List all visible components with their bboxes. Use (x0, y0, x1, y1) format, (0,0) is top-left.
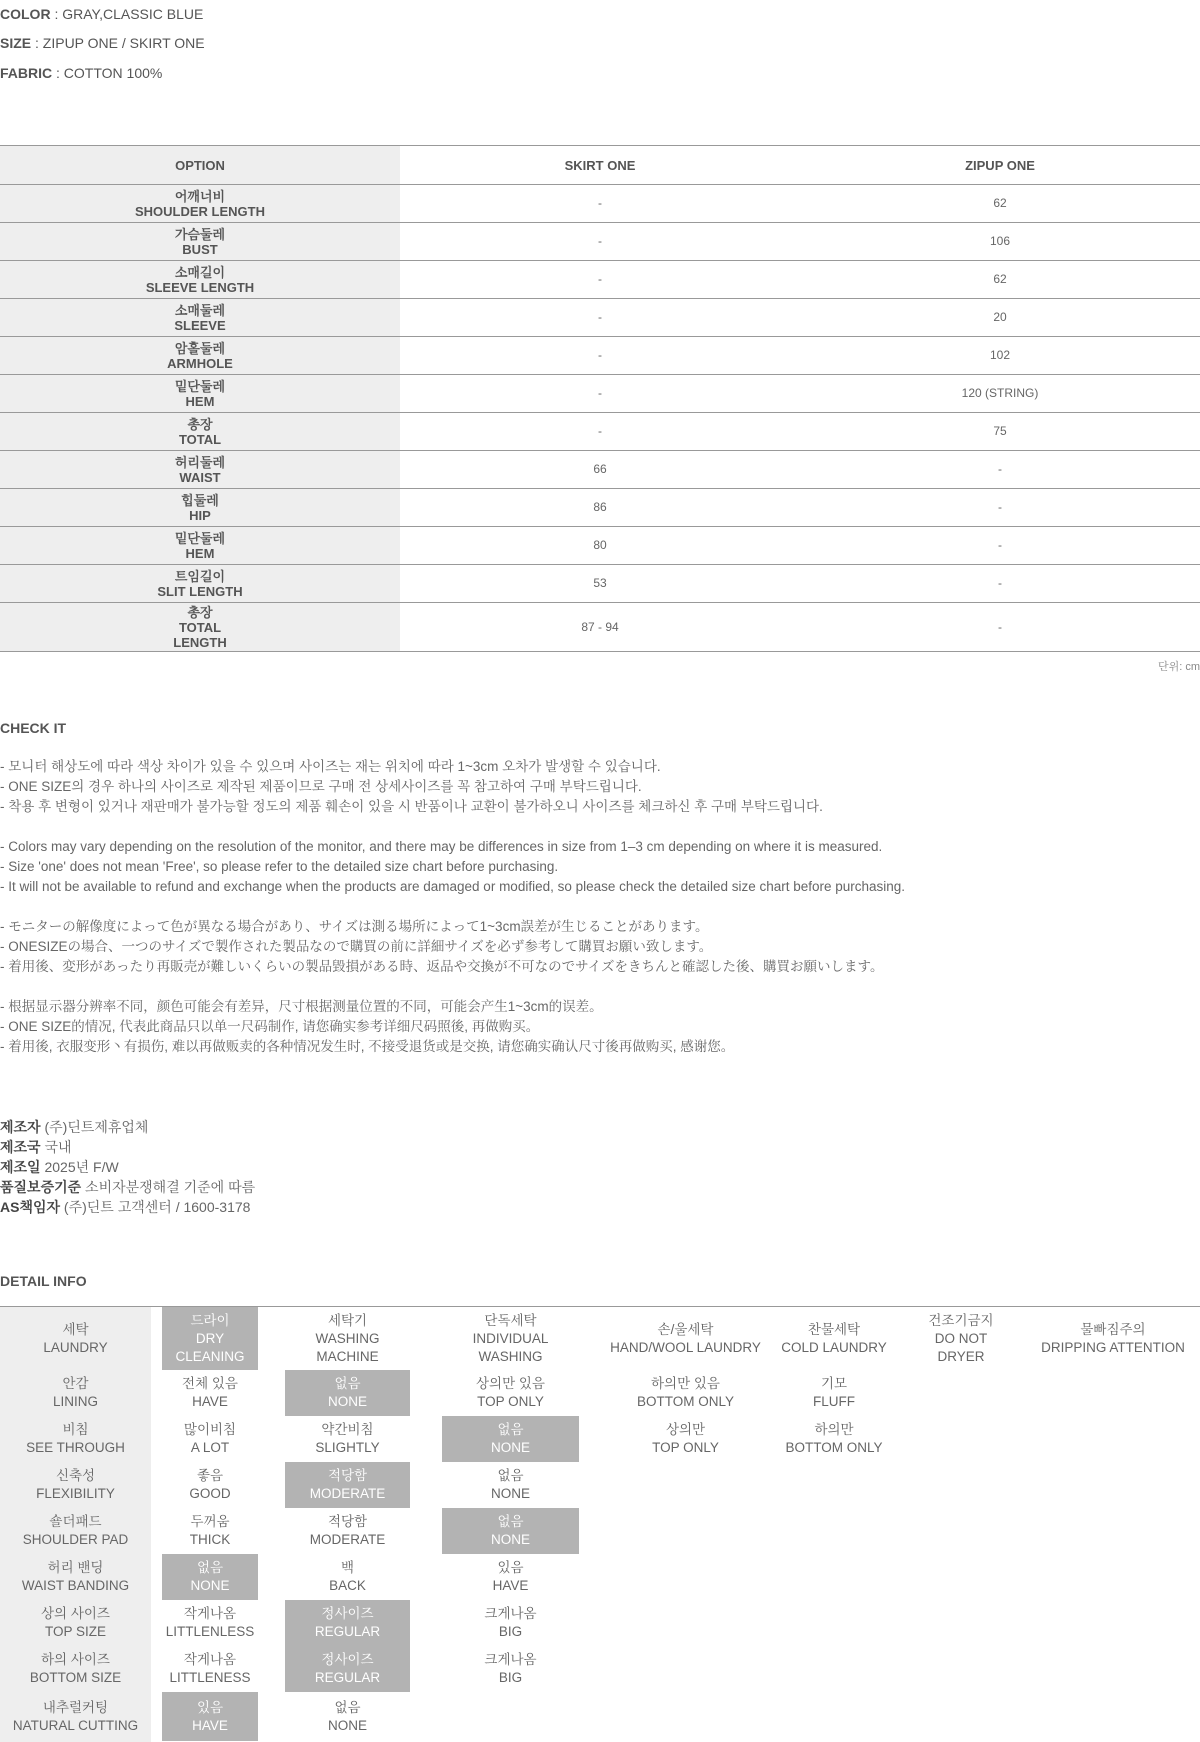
skirt-value: - (400, 337, 800, 375)
detail-text-en: THICK (189, 1532, 231, 1547)
skirt-value: 80 (400, 527, 800, 565)
size-table-row (0, 185, 1200, 223)
detail-row-label (0, 1692, 151, 1741)
option-label-en: SLIT LENGTH (157, 583, 243, 599)
detail-text-ko: 손/울세탁 (657, 1321, 714, 1337)
detail-option (442, 1462, 579, 1508)
size-table-row (0, 413, 1200, 451)
detail-text-en: NONE (490, 1532, 530, 1547)
detail-text-en: HAND/WOOL LAUNDRY (610, 1339, 761, 1355)
manufacturer-value: (주)딘트 고객센터 / 1600-3178 (60, 1199, 251, 1215)
detail-text-ko: 비침 (62, 1422, 89, 1437)
detail-row-label (0, 1370, 151, 1416)
detail-text-en: INDIVIDUAL WASHING (472, 1330, 549, 1364)
check-it-title: CHECK IT (0, 720, 67, 736)
detail-text-en: NONE (490, 1486, 530, 1501)
detail-option (442, 1646, 579, 1692)
detail-text-ko: 정사이즈 (321, 1606, 374, 1621)
detail-text-ko: 상의 사이즈 (41, 1606, 110, 1621)
detail-text-en: MODERATE (309, 1532, 386, 1547)
detail-text-ko: 기모 (820, 1376, 848, 1391)
detail-row-label (0, 1646, 151, 1692)
detail-text-ko: 세탁기 (327, 1312, 368, 1328)
size-table-row (0, 489, 1200, 527)
detail-text-ko: 크게나옴 (484, 1652, 537, 1667)
notice-line: - ONE SIZE의 경우 하나의 사이즈로 제작된 제품이므로 구매 전 상세사이즈를 꼭 참고하여 구매 부탁드립니다. (0, 779, 642, 794)
detail-text-en: LITTLENESS (169, 1670, 251, 1685)
detail-text-en: HAVE (192, 1717, 228, 1733)
detail-text-en: NONE (327, 1394, 367, 1409)
size-table-row (0, 451, 1200, 489)
size-option-cell (0, 261, 400, 299)
detail-text-en: REGULAR (314, 1670, 381, 1685)
detail-text-ko: 두꺼움 (190, 1514, 230, 1529)
detail-text-en: LAUNDRY (43, 1339, 108, 1355)
spec-value: : GRAY,CLASSIC BLUE (50, 6, 204, 22)
option-label-ko: 밑단둘레 (174, 378, 226, 394)
manufacturer-row (0, 1177, 255, 1197)
zipup-value: 62 (800, 261, 1200, 299)
detail-row-label (0, 1600, 151, 1646)
detail-text-en: GOOD (189, 1486, 231, 1501)
detail-row-label (0, 1462, 151, 1508)
notice-line: - ONESIZEの場合、一つのサイズで製作された製品なので購買の前に詳細サイズを必ず参考して購買お願い致します。 (0, 939, 713, 954)
detail-option (1029, 1307, 1197, 1370)
detail-option (285, 1462, 410, 1508)
option-label-ko: 총장 (187, 416, 213, 432)
detail-option (442, 1508, 579, 1554)
option-label-ko: 힙둘레 (181, 492, 219, 508)
option-label-ko: 어깨너비 (174, 188, 226, 204)
notice-paragraph (0, 837, 1200, 897)
skirt-value: 66 (400, 451, 800, 489)
detail-text-ko: 상의만 (665, 1422, 706, 1437)
detail-text-en: DRIPPING ATTENTION (1041, 1339, 1185, 1355)
detail-text-en: NATURAL CUTTING (12, 1717, 139, 1733)
option-label-en: TOTAL (178, 431, 222, 447)
detail-text-en: LITTLENLESS (165, 1624, 255, 1639)
option-label-en: LENGTH (173, 634, 227, 650)
detail-text-ko: 안감 (62, 1376, 89, 1391)
detail-text-en: COLD LAUNDRY (781, 1339, 887, 1355)
manufacturer-row (0, 1197, 255, 1217)
detail-option (285, 1646, 410, 1692)
option-label-en: SLEEVE LENGTH (145, 279, 255, 295)
detail-info-title: DETAIL INFO (0, 1273, 87, 1289)
notice-paragraph (0, 917, 1200, 977)
manufacturer-info (0, 1117, 255, 1217)
size-table-row (0, 603, 1200, 652)
detail-text-ko: 많이비침 (183, 1422, 237, 1437)
zipup-value: 102 (800, 337, 1200, 375)
detail-option (442, 1370, 579, 1416)
option-label-en: HIP (189, 507, 211, 523)
zipup-value: - (800, 451, 1200, 489)
detail-text-ko: 찬물세탁 (807, 1321, 861, 1337)
detail-option (606, 1307, 765, 1370)
detail-option (162, 1370, 258, 1416)
size-option-cell (0, 337, 400, 375)
notice-paragraph (0, 757, 1200, 817)
size-option-cell (0, 565, 400, 603)
manufacturer-row (0, 1117, 255, 1137)
skirt-value: - (400, 413, 800, 451)
skirt-value: - (400, 261, 800, 299)
detail-option (162, 1692, 258, 1741)
detail-text-en: FLEXIBILITY (36, 1486, 115, 1501)
detail-option (162, 1554, 258, 1600)
size-table-row (0, 375, 1200, 413)
spec-value: : COTTON 100% (52, 65, 163, 81)
detail-text-en: CLEANING (175, 1348, 245, 1364)
detail-option (162, 1600, 258, 1646)
detail-text-en: NONE (327, 1717, 367, 1733)
detail-row-label (0, 1416, 151, 1462)
skirt-value: - (400, 299, 800, 337)
option-label-en: SLEEVE (174, 317, 226, 333)
notice-line: - ONE SIZE的情况, 代表此商品只以单一尺码制作, 请您确实参考详细尺码照後, 再做购买。 (0, 1019, 540, 1034)
detail-text-ko: 정사이즈 (321, 1652, 374, 1667)
detail-option (285, 1508, 410, 1554)
detail-option (285, 1600, 410, 1646)
manufacturer-value: 국내 (40, 1139, 72, 1155)
detail-row-label (0, 1508, 151, 1554)
size-option-cell (0, 413, 400, 451)
detail-text-en: DO NOT DRYER (934, 1330, 988, 1364)
option-label-ko: 암홀둘레 (174, 340, 226, 356)
detail-text-en: MODERATE (309, 1486, 386, 1501)
detail-text-ko: 전체 있음 (182, 1376, 238, 1391)
spec-label: FABRIC (0, 65, 53, 81)
option-label-ko: 소매둘레 (174, 302, 226, 318)
detail-option (442, 1600, 579, 1646)
detail-text-en: TOP ONLY (652, 1440, 719, 1455)
detail-text-ko: 내추럴커팅 (42, 1699, 109, 1715)
detail-option (442, 1554, 579, 1600)
detail-text-ko: 하의 사이즈 (41, 1652, 110, 1667)
detail-text-en: BOTTOM ONLY (636, 1394, 734, 1409)
manufacturer-label: AS책임자 (0, 1199, 61, 1215)
detail-text-ko: 작게나옴 (183, 1606, 237, 1621)
size-option-cell (0, 603, 400, 652)
detail-text-en: BIG (498, 1670, 523, 1685)
size-table-header (0, 146, 1200, 185)
detail-text-ko: 드라이 (190, 1312, 230, 1328)
spec-label: SIZE (0, 35, 32, 51)
detail-text-ko: 약간비침 (321, 1422, 374, 1437)
size-table-row (0, 337, 1200, 375)
detail-text-ko: 좋음 (196, 1468, 224, 1483)
skirt-value: 53 (400, 565, 800, 603)
detail-option (162, 1462, 258, 1508)
size-table-row (0, 527, 1200, 565)
skirt-value: - (400, 223, 800, 261)
size-table-row (0, 565, 1200, 603)
detail-text-en: SEE THROUGH (26, 1440, 125, 1455)
manufacturer-label: 품질보증기준 (0, 1179, 82, 1195)
detail-text-ko: 물빠짐주의 (1080, 1321, 1146, 1337)
notice-line: - 着用後, 衣服变形丶有损伤, 难以再做贩卖的各种情况发生时, 不接受退货或是交换, 请您确实确认尺寸後再做购买, 感谢您。 (0, 1039, 735, 1054)
detail-option (442, 1307, 579, 1370)
spec-size (0, 35, 205, 51)
notice-line: - 着用後、変形があったり再販売が難しいくらいの製品毀損がある時、返品や交換が不可なのでサイズをきちんと確認した後、購買お願いします。 (0, 959, 884, 974)
size-option-cell (0, 489, 400, 527)
detail-text-ko: 적당함 (327, 1468, 368, 1483)
detail-text-en: HAVE (192, 1394, 228, 1409)
detail-text-en: NONE (190, 1578, 230, 1593)
zipup-value: - (800, 565, 1200, 603)
zipup-value: 106 (800, 223, 1200, 261)
detail-text-ko: 없음 (334, 1376, 361, 1391)
detail-text-en: BACK (329, 1578, 366, 1593)
option-label-ko: 밑단둘레 (174, 530, 226, 546)
detail-text-en: WAIST BANDING (21, 1578, 130, 1593)
detail-text-en: SLIGHTLY (315, 1440, 380, 1455)
detail-text-ko: 없음 (497, 1514, 524, 1529)
option-label-en: SHOULDER LENGTH (135, 203, 265, 219)
notice-line: - Size 'one' does not mean 'Free', so please refer to the detailed size chart before purchasing. (0, 859, 559, 874)
detail-option (285, 1692, 410, 1741)
manufacturer-value: 2025년 F/W (40, 1159, 119, 1175)
option-label-en: WAIST (179, 469, 221, 485)
detail-text-en: TOP SIZE (44, 1624, 107, 1639)
size-option-cell (0, 299, 400, 337)
detail-text-ko: 없음 (497, 1468, 524, 1483)
detail-option (606, 1416, 765, 1462)
detail-option (912, 1307, 1010, 1370)
notice-line: - モニターの解像度によって色が異なる場合があり、サイズは測る場所によって1~3cm誤差が生じることがあります。 (0, 919, 709, 934)
detail-text-ko: 단독세탁 (484, 1312, 537, 1328)
detail-text-ko: 있음 (497, 1560, 524, 1575)
detail-row-label (0, 1554, 151, 1600)
detail-option (766, 1416, 902, 1462)
option-label-en: ARMHOLE (167, 355, 233, 371)
detail-text-en: BOTTOM SIZE (29, 1670, 122, 1685)
manufacturer-row (0, 1137, 255, 1157)
skirt-value: 87 - 94 (400, 603, 800, 652)
notice-line: - Colors may vary depending on the resolution of the monitor, and there may be differences in size from 1–3 cm depending on where it is measured. (0, 839, 883, 854)
detail-text-en: SHOULDER PAD (22, 1532, 129, 1547)
size-table (0, 145, 1200, 652)
option-label-ko: 트임길이 (174, 568, 226, 584)
zipup-value: - (800, 527, 1200, 565)
detail-option (442, 1416, 579, 1462)
zipup-value: 62 (800, 185, 1200, 223)
zipup-value: - (800, 489, 1200, 527)
manufacturer-label: 제조자 (0, 1119, 41, 1135)
detail-option (285, 1370, 410, 1416)
detail-text-ko: 신축성 (55, 1468, 96, 1483)
manufacturer-label: 제조국 (0, 1139, 41, 1155)
detail-text-ko: 크게나옴 (484, 1606, 537, 1621)
notice-paragraph (0, 997, 1200, 1057)
detail-option (162, 1508, 258, 1554)
option-label-en: HEM (185, 545, 215, 561)
option-label-ko: 가슴둘레 (174, 226, 226, 242)
notice-line: - 根据显示器分辨率不同，颜色可能会有差异，尺寸根据测量位置的不同，可能会产生1~3cm的误差。 (0, 999, 603, 1014)
header-zipup: ZIPUP ONE (800, 146, 1200, 185)
detail-option (766, 1370, 902, 1416)
option-label-en: HEM (185, 393, 215, 409)
notice-line: - It will not be available to refund and exchange when the products are damaged or modified, so please check the detailed size chart before purchasing. (0, 879, 906, 894)
detail-text-ko: 없음 (196, 1560, 224, 1575)
notice-line: - 모니터 해상도에 따라 색상 차이가 있을 수 있으며 사이즈는 재는 위치에 따라 1~3cm 오차가 발생할 수 있습니다. (0, 759, 661, 774)
detail-text-en: BOTTOM ONLY (785, 1440, 883, 1455)
check-it-notes (0, 757, 1200, 1077)
notice-line: - 착용 후 변형이 있거나 재판매가 불가능할 정도의 제품 훼손이 있을 시 반품이나 교환이 불가하오니 사이즈를 체크하신 후 구매 부탁드립니다. (0, 799, 823, 814)
detail-text-en: LINING (52, 1394, 98, 1409)
option-label-ko: 총장 (187, 604, 213, 620)
detail-text-ko: 숄더패드 (49, 1514, 102, 1529)
detail-text-ko: 건조기금지 (928, 1312, 994, 1328)
size-table-row (0, 223, 1200, 261)
detail-text-ko: 허리 밴딩 (47, 1560, 104, 1575)
detail-text-en: DRY (195, 1330, 225, 1346)
detail-text-ko: 있음 (196, 1699, 224, 1715)
size-option-cell (0, 185, 400, 223)
detail-text-ko: 없음 (334, 1699, 361, 1715)
detail-option (285, 1416, 410, 1462)
spec-value: : ZIPUP ONE / SKIRT ONE (31, 35, 205, 51)
size-option-cell (0, 223, 400, 261)
detail-text-ko: 하의만 (814, 1422, 854, 1437)
detail-text-en: BIG (498, 1624, 523, 1639)
option-label-ko: 허리둘레 (174, 454, 226, 470)
detail-text-en: REGULAR (314, 1624, 381, 1639)
detail-option (285, 1554, 410, 1600)
size-option-cell (0, 375, 400, 413)
detail-text-ko: 작게나옴 (183, 1652, 237, 1667)
size-option-cell (0, 527, 400, 565)
detail-text-en: WASHING MACHINE (315, 1330, 380, 1364)
detail-row-label (0, 1307, 151, 1370)
detail-text-ko: 하의만 있음 (651, 1376, 720, 1391)
detail-option (162, 1646, 258, 1692)
header-option: OPTION (0, 146, 400, 185)
unit-note: 단위: cm (1157, 661, 1200, 673)
manufacturer-label: 제조일 (0, 1159, 41, 1175)
detail-text-en: A LOT (190, 1440, 230, 1455)
option-label-en: BUST (182, 241, 218, 257)
detail-text-en: FLUFF (813, 1394, 855, 1409)
zipup-value: - (800, 603, 1200, 652)
manufacturer-row (0, 1157, 255, 1177)
manufacturer-value: (주)딘트제휴업체 (40, 1119, 149, 1135)
manufacturer-value: 소비자분쟁해결 기준에 따름 (81, 1179, 256, 1195)
skirt-value: - (400, 375, 800, 413)
zipup-value: 120 (STRING) (800, 375, 1200, 413)
detail-option (162, 1416, 258, 1462)
header-skirt: SKIRT ONE (400, 146, 800, 185)
option-label-en: TOTAL (178, 619, 222, 635)
detail-text-ko: 없음 (497, 1422, 524, 1437)
detail-option (606, 1370, 765, 1416)
detail-info-table (0, 1306, 1200, 1742)
size-option-cell (0, 451, 400, 489)
detail-text-ko: 백 (340, 1560, 355, 1575)
detail-option (766, 1307, 902, 1370)
skirt-value: 86 (400, 489, 800, 527)
zipup-value: 20 (800, 299, 1200, 337)
zipup-value: 75 (800, 413, 1200, 451)
size-table-row (0, 261, 1200, 299)
spec-fabric (0, 65, 162, 81)
spec-label: COLOR (0, 6, 51, 22)
detail-text-ko: 세탁 (62, 1321, 89, 1337)
detail-text-en: HAVE (492, 1578, 529, 1593)
detail-text-ko: 상의만 있음 (476, 1376, 545, 1391)
detail-option (162, 1307, 258, 1370)
option-label-ko: 소매길이 (174, 264, 226, 280)
spec-color (0, 6, 203, 22)
detail-text-en: TOP ONLY (477, 1394, 544, 1409)
detail-text-ko: 적당함 (327, 1514, 368, 1529)
skirt-value: - (400, 185, 800, 223)
detail-option (285, 1307, 410, 1370)
size-table-row (0, 299, 1200, 337)
detail-text-en: NONE (490, 1440, 530, 1455)
